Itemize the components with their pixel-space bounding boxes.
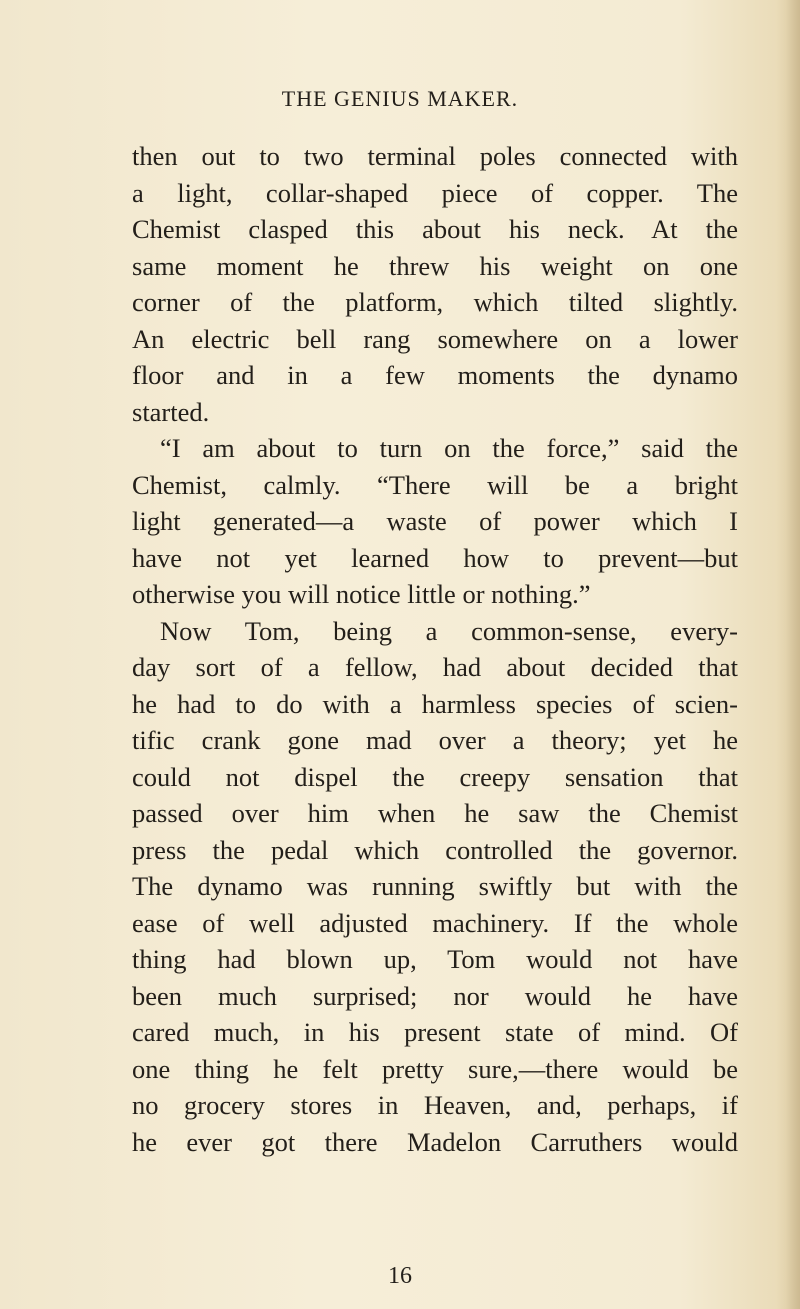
text-line: otherwise you will notice little or nothing.” (132, 579, 591, 609)
text-line: thing had blown up, Tom would not have (132, 944, 738, 974)
body-text (132, 138, 738, 1160)
page-edge-shadow (786, 0, 800, 1309)
text-line: he had to do with a harmless species of scien- (132, 688, 738, 719)
text-line: “I am about to turn on the force,” said the (160, 433, 738, 463)
running-head: THE GENIUS MAKER. (281, 86, 519, 111)
text-line: Chemist, calmly. “There will be a bright (132, 469, 738, 500)
text-line: day sort of a fellow, had about decided that (132, 652, 738, 682)
text-line: he ever got there Madelon Carruthers would (132, 1126, 738, 1157)
text-line: An electric bell rang somewhere on a lower (132, 323, 738, 354)
text-line: no grocery stores in Heaven, and, perhaps, if (132, 1090, 738, 1120)
text-line: passed over him when he saw the Chemist (132, 798, 738, 828)
text-line: a light, collar-shaped piece of copper. The (132, 177, 738, 208)
page-number: 16 (388, 1263, 412, 1289)
text-line: then out to two terminal poles connected with (132, 141, 738, 171)
text-line: cared much, in his present state of mind. Of (132, 1017, 738, 1047)
text-line: light generated—a waste of power which I (132, 506, 738, 536)
text-line: been much surprised; nor would he have (132, 980, 738, 1011)
text-line: ease of well adjusted machinery. If the whole (132, 907, 738, 938)
text-line: tific crank gone mad over a theory; yet he (132, 725, 738, 755)
text-line: Chemist clasped this about his neck. At the (132, 214, 738, 244)
text-line: started. (132, 396, 210, 427)
text-line: The dynamo was running swiftly but with the (132, 871, 738, 901)
text-line: Now Tom, being a common-sense, every- (160, 615, 738, 646)
text-line: floor and in a few moments the dynamo (132, 360, 738, 390)
text-line: one thing he felt pretty sure,—there would be (132, 1053, 738, 1084)
text-line: press the pedal which controlled the governor. (132, 834, 738, 865)
text-line: could not dispel the creepy sensation that (132, 761, 738, 792)
text-line: corner of the platform, which tilted slightly. (132, 287, 738, 317)
text-line: same moment he threw his weight on one (132, 250, 738, 281)
text-line: have not yet learned how to prevent—but (132, 542, 738, 573)
